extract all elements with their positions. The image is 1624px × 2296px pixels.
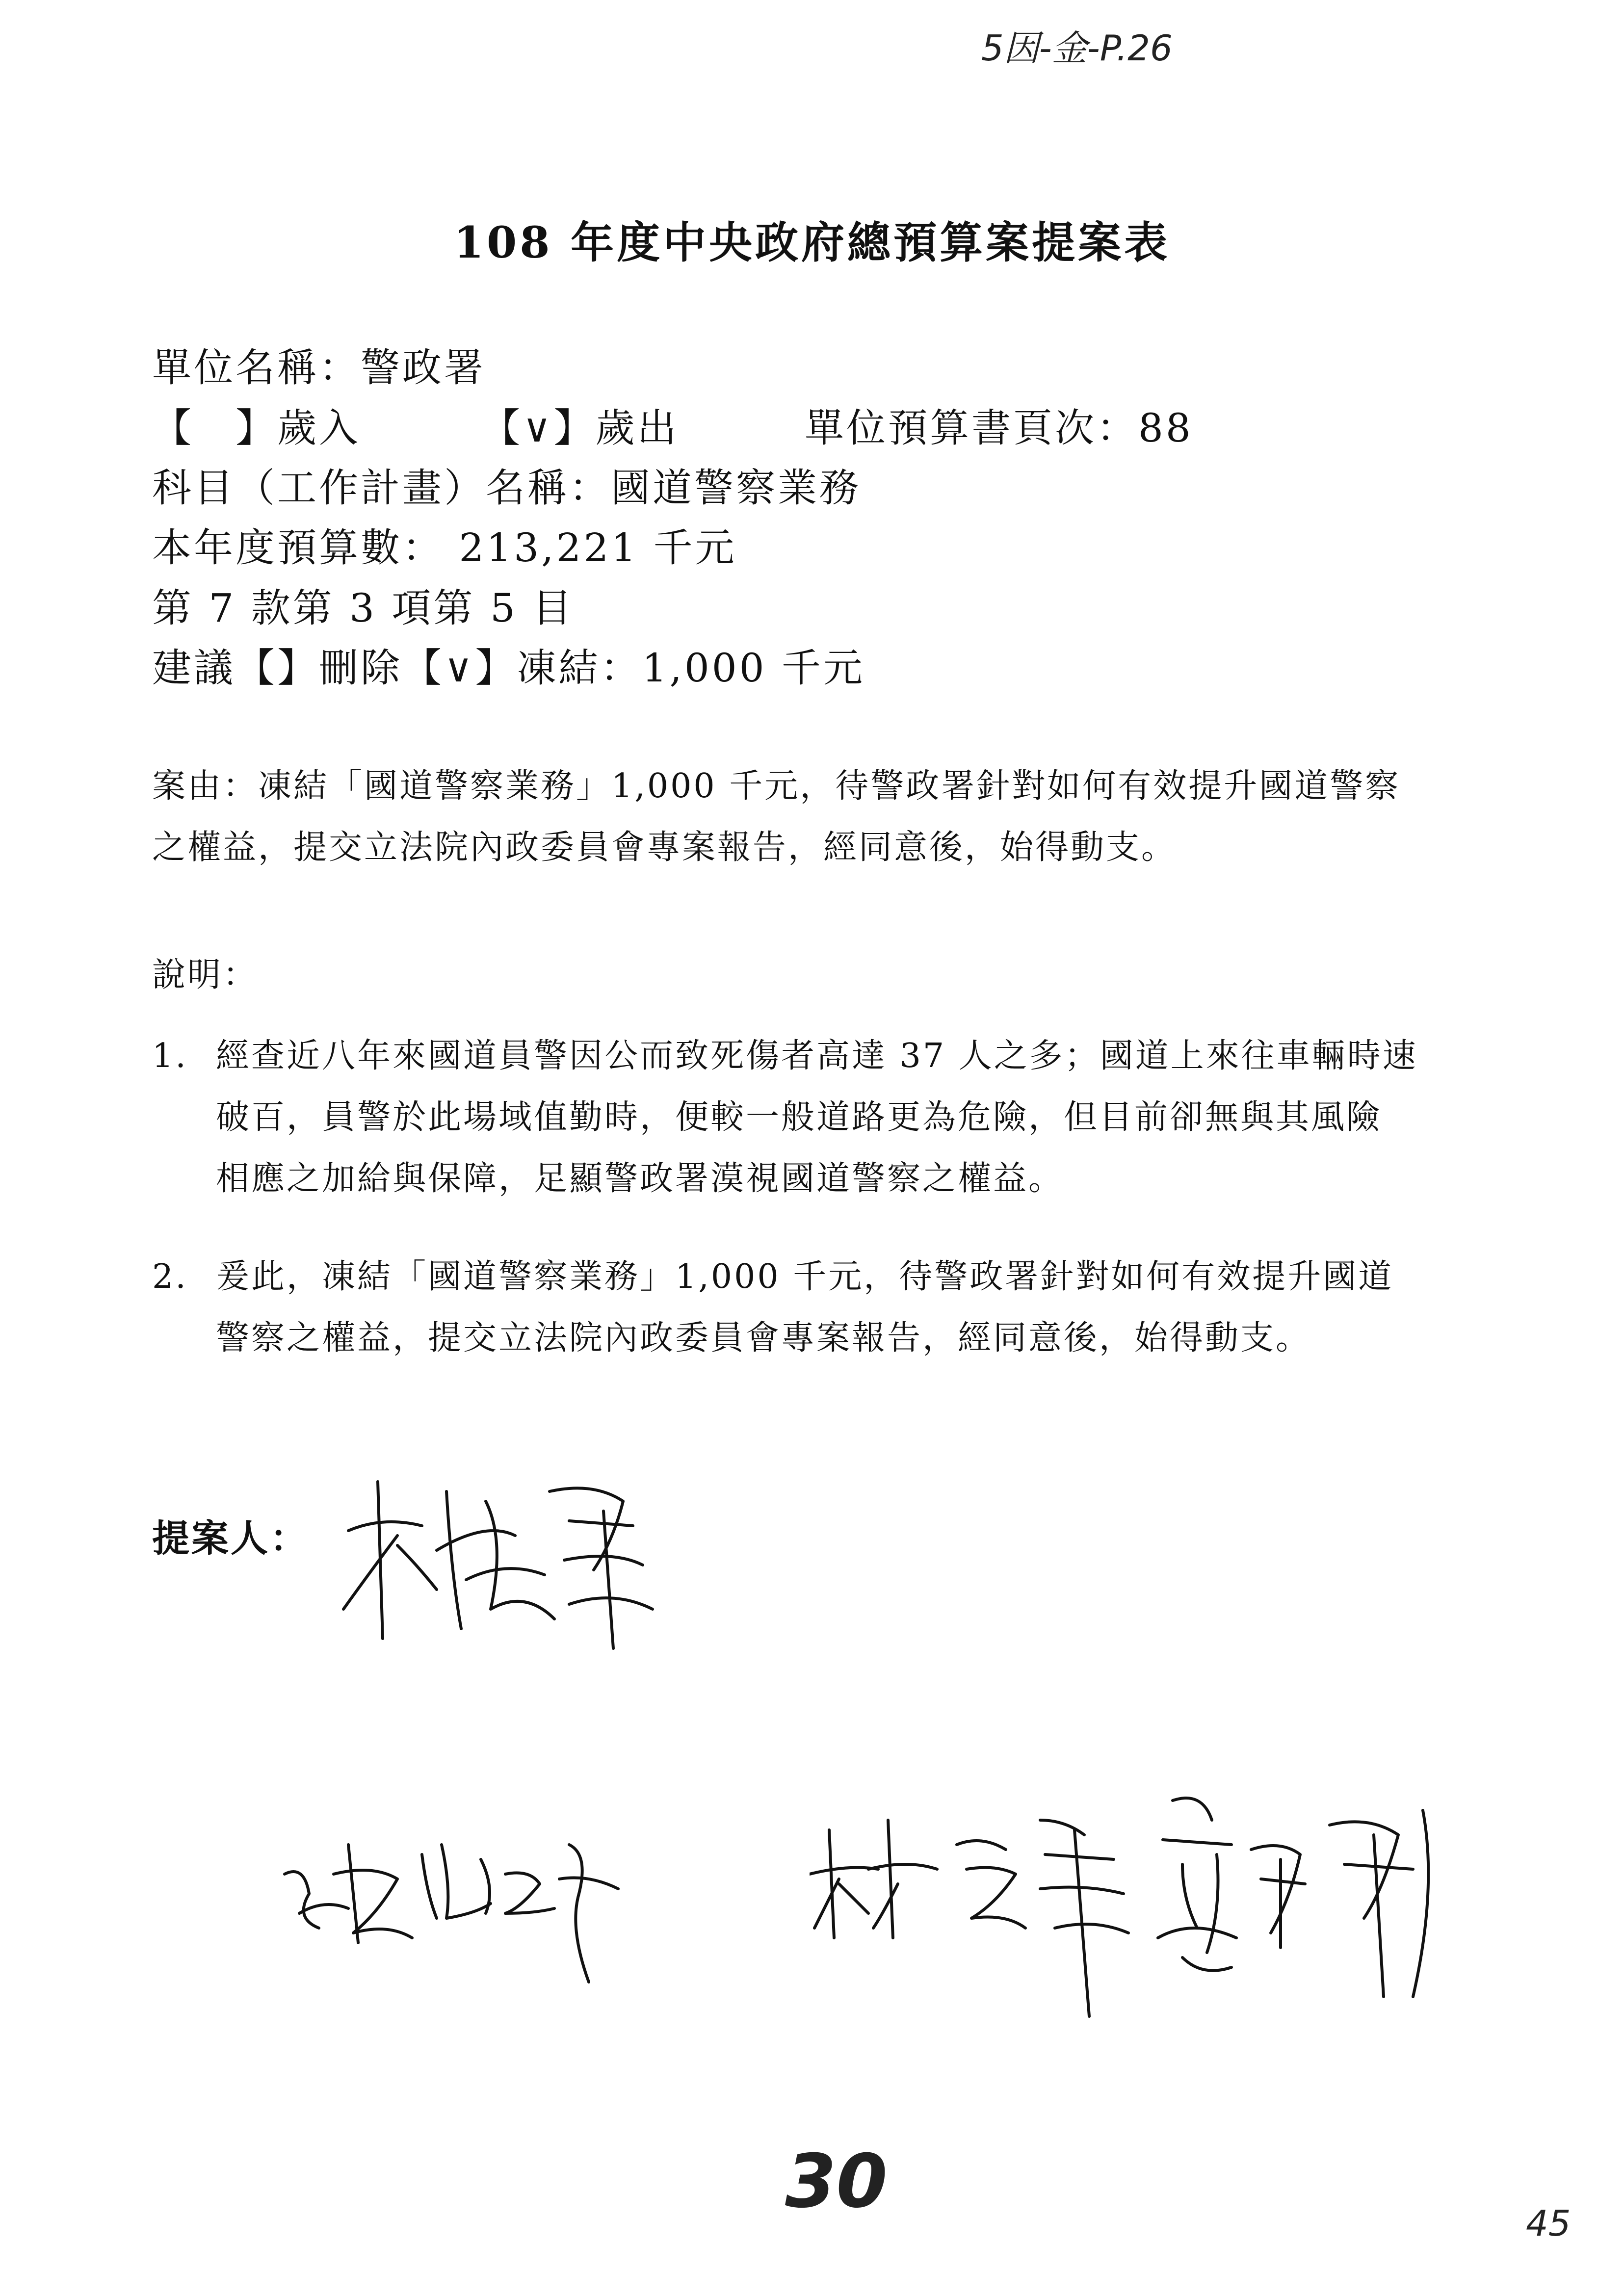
explanation-2-line-2: 警察之權益，提交立法院內政委員會專案報告，經同意後，始得動支。 xyxy=(216,1319,1311,1357)
expenditure-checkbox: 【∨】歲出 xyxy=(481,405,679,451)
unit-name: 單位名稱：警政署 xyxy=(152,345,486,391)
signature-3 xyxy=(810,1791,1487,2026)
explanation-label: 說明： xyxy=(152,956,259,994)
signature-1 xyxy=(339,1462,672,1678)
explanation-1 xyxy=(216,1025,1501,1209)
budget-amount: 本年度預算數： 213,221 千元 xyxy=(152,525,737,571)
explanation-1-line-1: 經查近八年來國道員警因公而致死傷者高達 37 人之多；國道上來往車輛時速 xyxy=(216,1037,1418,1075)
page-title: 108 年度中央政府總預算案提案表 xyxy=(453,217,1171,268)
proposer-label: 提案人： xyxy=(152,1516,309,1560)
corner-handwritten-note: 5因-金-P.26 xyxy=(981,27,1173,69)
suggestion-line: 建議【】刪除【∨】凍結：1,000 千元 xyxy=(152,645,865,691)
explanation-2-line-1: 爰此，凍結「國道警察業務」1,000 千元，待警政署針對如何有效提升國道 xyxy=(216,1257,1394,1296)
page-number: 30 xyxy=(785,2139,888,2224)
corner-page-number: 45 xyxy=(1526,2203,1571,2244)
explanation-2 xyxy=(216,1246,1501,1369)
explanation-1-number: 1. xyxy=(152,1037,188,1075)
revenue-checkbox: 【 】歲入 xyxy=(152,405,361,451)
case-reason-line-2: 之權益，提交立法院內政委員會專案報告，經同意後，始得動支。 xyxy=(152,828,1177,867)
budget-clause: 第 7 款第 3 項第 5 目 xyxy=(152,585,575,631)
explanation-1-line-2: 破百，員警於此場域值勤時，便較一般道路更為危險，但目前卻無與其風險 xyxy=(216,1098,1382,1137)
budget-page-number: 單位預算書頁次：88 xyxy=(805,405,1193,451)
explanation-1-line-3: 相應之加給與保障，足顯警政署漠視國道警察之權益。 xyxy=(216,1159,1064,1198)
signature-2 xyxy=(275,1815,628,1992)
case-reason-line-1: 案由：凍結「國道警察業務」1,000 千元，待警政署針對如何有效提升國道警察 xyxy=(152,767,1401,806)
case-reason xyxy=(152,756,1506,878)
item-name: 科目（工作計畫）名稱：國道警察業務 xyxy=(152,465,861,511)
explanation-2-number: 2. xyxy=(152,1257,188,1296)
